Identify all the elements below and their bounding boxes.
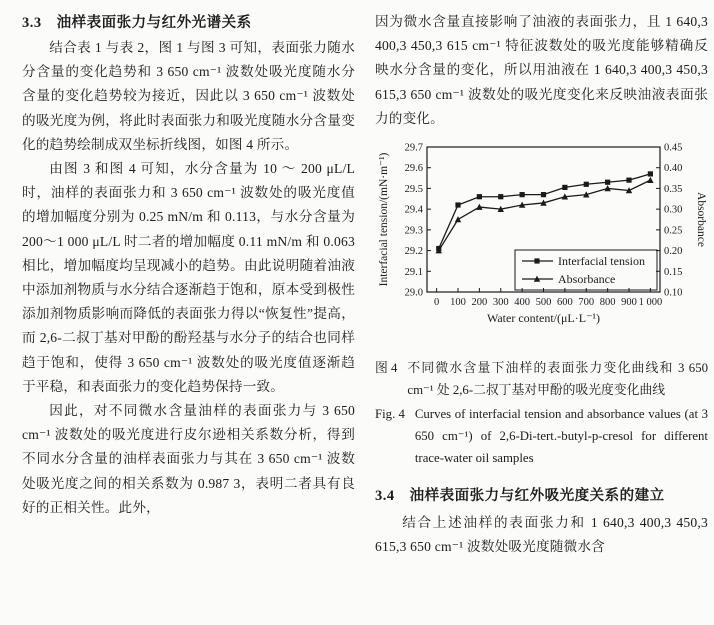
svg-text:0.40: 0.40 — [664, 163, 683, 175]
section-3-4-heading: 3.4 油样表面张力与红外吸光度关系的建立 — [375, 488, 665, 505]
legend-label-1: Interfacial tension — [558, 254, 645, 269]
right-column — [375, 10, 708, 559]
right-y-axis-label: Absorbance — [695, 192, 707, 247]
figure4-caption-cn-label: 图 4 — [375, 361, 398, 376]
svg-text:29.4: 29.4 — [404, 204, 423, 216]
svg-text:0.10: 0.10 — [664, 287, 683, 299]
plot-frame — [427, 147, 660, 292]
left-column — [22, 10, 355, 559]
figure4-chart — [375, 137, 708, 355]
left-paragraph-2: 由图 3 和图 4 可知，水分含量为 10 ～ 200 μL/L 时，油样的表面张力和 3 650 cm⁻¹ 波数处的吸光度值的增加幅度分别为 0.25 mN/m 和 0.113，与水分含量为 200～1 000 μL/L 时二者的增加幅度 0.11 mN/m 和 0.063 相比，增加幅度均呈现减小的趋势。由此说明随着油液中添加剂物质与水分结合逐渐趋于饱和，原本受到极性添加剂物质影响而降低的表面张力得以“恢复性”提高，而 2,6-二叔丁基对甲酚的酚羟基与水分子的结合也同样趋于饱和，使得 3 650 cm⁻¹ 波数处的吸光度值逐渐趋于平稳，和表面张力的变化趋势保持一致。 — [22, 161, 355, 394]
svg-text:29.5: 29.5 — [404, 183, 423, 195]
svg-text:0: 0 — [433, 297, 440, 309]
svg-text:300: 300 — [492, 297, 509, 309]
svg-text:29.2: 29.2 — [404, 246, 423, 258]
svg-text:500: 500 — [535, 297, 552, 309]
svg-text:800: 800 — [599, 297, 616, 309]
svg-text:100: 100 — [450, 297, 466, 309]
svg-text:200: 200 — [471, 297, 488, 309]
series-square — [439, 174, 651, 249]
svg-text:0.30: 0.30 — [664, 204, 683, 216]
svg-text:1 000: 1 000 — [638, 297, 663, 309]
svg-text:29.0: 29.0 — [404, 287, 423, 299]
right-paragraph-1: 因为微水含量直接影响了油液的表面张力，且 1 640,3 400,3 450,3 615 cm⁻¹ 特征波数处的吸光度能够精确反映水分含量的变化，所以用油液在 1 640,3 400,3 450,3 615,3 650 cm⁻¹ 波数处的吸光度变化来反映油液表面张力的变化。 — [375, 14, 708, 126]
svg-text:0.35: 0.35 — [664, 183, 683, 195]
svg-text:29.3: 29.3 — [404, 225, 423, 237]
figure4-caption-en-label: Fig. 4 — [375, 407, 405, 422]
svg-text:0.25: 0.25 — [664, 225, 683, 237]
svg-text:0.15: 0.15 — [664, 266, 683, 278]
legend-label-2: Absorbance — [558, 272, 616, 287]
dual-axis-line-chart — [375, 137, 708, 355]
left-paragraph-1: 结合表 1 与表 2，图 1 与图 3 可知，表面张力随水分含量的变化趋势和 3 650 cm⁻¹ 波数处吸光度随水分含量的变化趋势较为接近，因此以 3 650 cm⁻¹ 波数处的吸光度为例，将此时表面张力和吸光度随水分含量变化的趋势绘制成双坐标折线图，如图 4 所示。 — [22, 40, 355, 152]
svg-text:29.6: 29.6 — [404, 163, 423, 175]
svg-text:400: 400 — [514, 297, 530, 309]
svg-text:0.20: 0.20 — [664, 246, 683, 258]
svg-text:29.7: 29.7 — [404, 142, 423, 154]
svg-text:0.45: 0.45 — [664, 142, 683, 154]
left-y-axis-label: Interfacial tension/(mN·m⁻¹) — [378, 152, 390, 287]
series-triangle — [439, 180, 651, 250]
x-axis-label: Water content/(μL·L⁻¹) — [486, 311, 601, 326]
figure4-caption-en-text: Curves of interfacial tension and absorbance values (at 3 650 cm⁻¹) of 2,6-Di-tert.-butyl-p-cresol for different trace-water oil samples — [414, 407, 708, 466]
right-paragraph-2: 结合上述油样的表面张力和 1 640,3 400,3 450,3 615,3 650 cm⁻¹ 波数处吸光度随微水含 — [375, 515, 708, 555]
svg-text:29.1: 29.1 — [404, 266, 423, 278]
section-3-3-heading: 3.3 油样表面张力与红外光谱关系 — [22, 15, 252, 31]
svg-text:700: 700 — [578, 297, 595, 309]
figure4-caption-en — [375, 403, 708, 469]
figure-4 — [375, 137, 708, 469]
svg-text:900: 900 — [621, 297, 637, 309]
svg-text:600: 600 — [557, 297, 573, 309]
figure4-caption-cn-text: 不同微水含量下油样的表面张力变化曲线和 3 650 cm⁻¹ 处 2,6-二叔丁基对甲酚的吸光度变化曲线 — [407, 361, 708, 398]
figure4-caption-cn — [375, 357, 708, 401]
left-paragraph-3: 因此，对不同微水含量油样的表面张力与 3 650 cm⁻¹ 波数处的吸光度进行皮尔逊相关系数分析，得到不同水分含量的油样表面张力与其在 3 650 cm⁻¹ 波数处吸光度之间的相关系数为 0.987 3，表明二者具有良好的正相关性。此外， — [22, 403, 355, 515]
